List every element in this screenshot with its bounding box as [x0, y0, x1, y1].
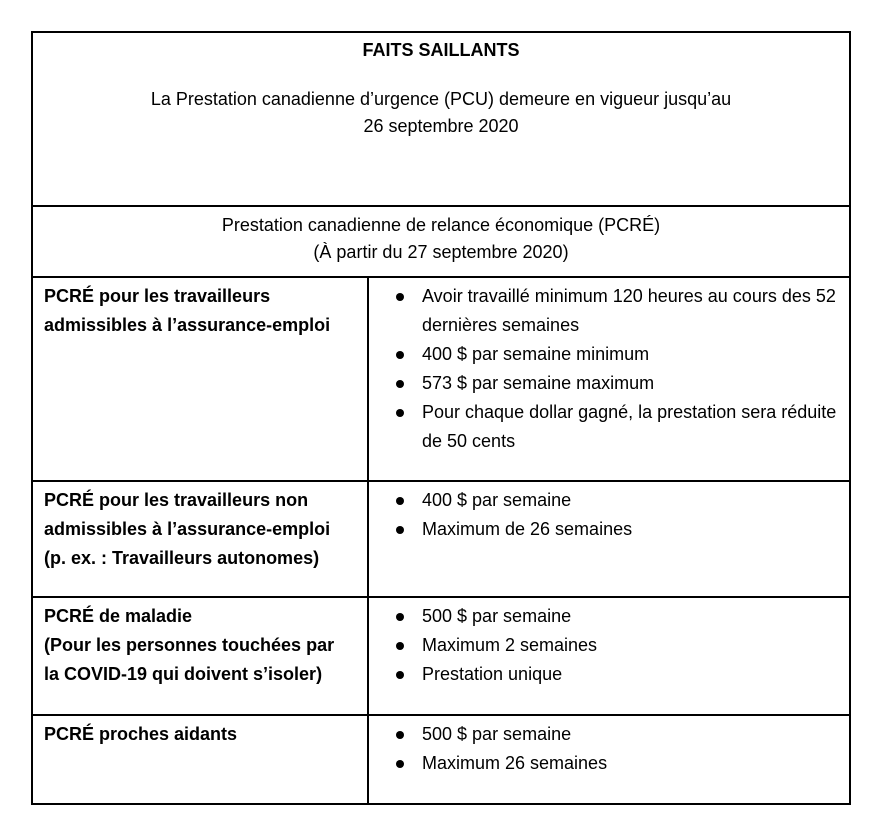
bullet-icon: [396, 380, 404, 388]
bullet-text: Maximum 26 semaines: [422, 753, 608, 773]
bullet-icon: [396, 526, 404, 534]
table-row: [33, 480, 849, 596]
table-row: [33, 714, 849, 803]
bullet-text: Maximum 2 semaines: [422, 635, 598, 655]
list-item: [393, 602, 841, 631]
bullet-text: 500 $ par semaine: [422, 724, 572, 744]
pcre-header-line-2: (À partir du 27 septembre 2020): [313, 242, 569, 262]
pcre-header-line-1: Prestation canadienne de relance économique (PCRÉ): [221, 215, 661, 235]
bullet-icon: [396, 409, 404, 417]
row-label: [33, 716, 369, 803]
bullet-text: Maximum de 26 semaines: [422, 519, 633, 539]
row-label-line: (Pour les personnes touchées par: [44, 635, 335, 655]
bullet-text: 400 $ par semaine: [422, 490, 572, 510]
benefits-table: [31, 31, 851, 805]
row-label: [33, 278, 369, 480]
table-row: [33, 276, 849, 480]
list-item: [393, 369, 841, 398]
highlights-line-1: La Prestation canadienne d’urgence (PCU) demeure en vigueur jusqu’au: [150, 89, 732, 109]
bullet-list: [393, 486, 841, 544]
row-details: [369, 598, 849, 714]
bullet-icon: [396, 613, 404, 621]
bullet-icon: [396, 671, 404, 679]
highlights-line-2: 26 septembre 2020: [363, 116, 519, 136]
row-label-line: PCRÉ pour les travailleurs non: [44, 490, 309, 510]
bullet-list: [393, 282, 841, 456]
list-item: [393, 486, 841, 515]
bullet-text: Avoir travaillé minimum 120 heures au cours des 52 dernières semaines: [422, 286, 836, 335]
row-label-line: admissibles à l’assurance-emploi: [44, 519, 331, 539]
highlights-section: [33, 33, 849, 205]
row-label: [33, 598, 369, 714]
bullet-list: [393, 720, 841, 778]
list-item: [393, 398, 841, 456]
bullet-text: 400 $ par semaine minimum: [422, 344, 650, 364]
bullet-text: 500 $ par semaine: [422, 606, 572, 626]
list-item: [393, 340, 841, 369]
row-label-line: (p. ex. : Travailleurs autonomes): [44, 548, 320, 568]
list-item: [393, 749, 841, 778]
row-details: [369, 278, 849, 480]
row-label: [33, 482, 369, 596]
bullet-text: Pour chaque dollar gagné, la prestation sera réduite de 50 cents: [422, 402, 837, 451]
bullet-list: [393, 602, 841, 689]
bullet-icon: [396, 351, 404, 359]
bullet-icon: [396, 731, 404, 739]
bullet-text: Prestation unique: [422, 664, 563, 684]
row-label-line: admissibles à l’assurance-emploi: [44, 315, 331, 335]
pcre-header: [33, 205, 849, 276]
highlights-title: FAITS SAILLANTS: [362, 40, 520, 60]
bullet-icon: [396, 760, 404, 768]
row-label-line: PCRÉ proches aidants: [44, 724, 238, 744]
list-item: [393, 660, 841, 689]
row-label-line: PCRÉ pour les travailleurs: [44, 286, 271, 306]
list-item: [393, 282, 841, 340]
row-label-line: la COVID-19 qui doivent s’isoler): [44, 664, 323, 684]
list-item: [393, 515, 841, 544]
bullet-icon: [396, 642, 404, 650]
list-item: [393, 631, 841, 660]
bullet-icon: [396, 497, 404, 505]
list-item: [393, 720, 841, 749]
row-details: [369, 716, 849, 803]
bullet-icon: [396, 293, 404, 301]
bullet-text: 573 $ par semaine maximum: [422, 373, 655, 393]
row-label-line: PCRÉ de maladie: [44, 606, 193, 626]
row-details: [369, 482, 849, 596]
table-row: [33, 596, 849, 714]
